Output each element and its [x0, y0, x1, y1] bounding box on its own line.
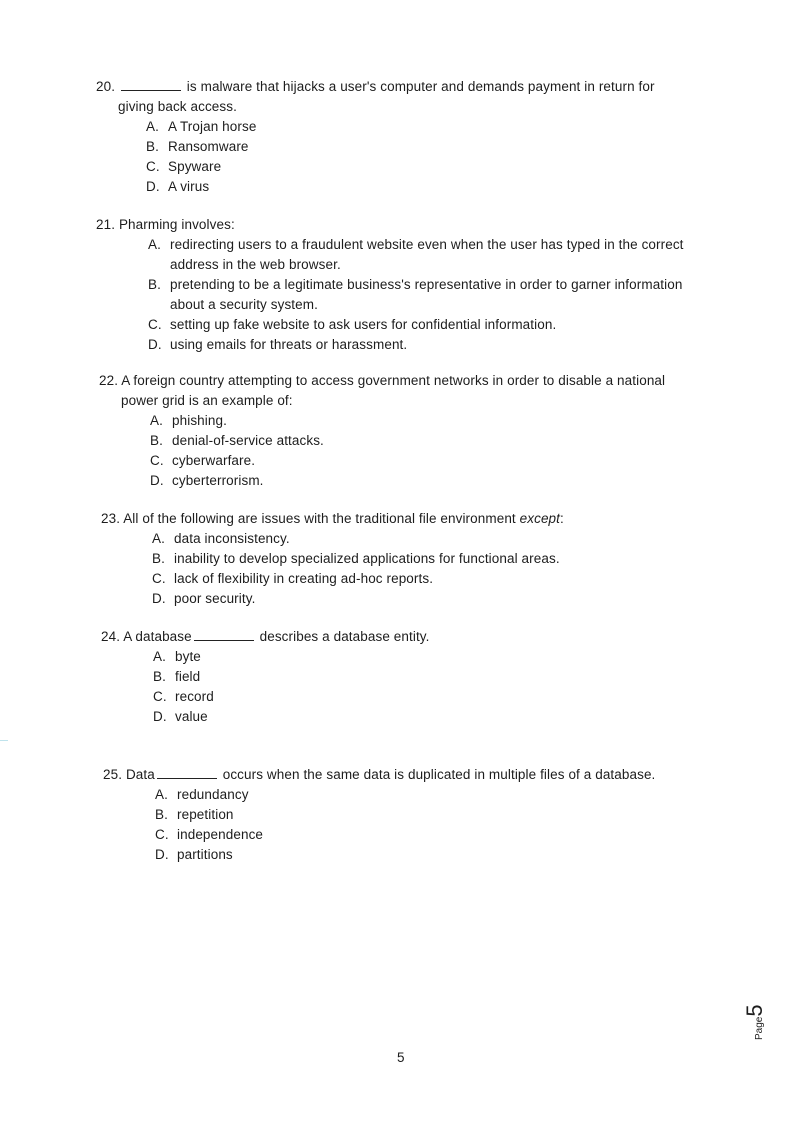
- option: C. independence: [155, 827, 264, 842]
- answer-blank: [157, 765, 217, 779]
- option: C. cyberwarfare.: [150, 453, 256, 468]
- page-number: 5: [397, 1050, 405, 1065]
- question-stem: [103, 765, 655, 785]
- option: D. value: [153, 709, 208, 724]
- option: B. repetition: [155, 807, 234, 822]
- page-stamp: Page5: [742, 1004, 767, 1040]
- option: D. A virus: [146, 179, 210, 194]
- question-number: 25.: [103, 767, 123, 782]
- option: D. poor security.: [152, 591, 256, 606]
- option: A. data inconsistency.: [152, 531, 290, 546]
- question-text-end: describes a database entity.: [259, 629, 430, 644]
- question-25: [103, 765, 655, 865]
- option: A. A Trojan horse: [146, 119, 257, 134]
- option: D. partitions: [155, 847, 233, 862]
- question-text: is malware that hijacks a user's computer and demands payment in return for: [186, 79, 655, 94]
- question-text: Pharming involves:: [118, 217, 235, 232]
- scan-artifact: [0, 740, 8, 741]
- question-23: [101, 509, 564, 609]
- option: B. Ransomware: [146, 139, 249, 154]
- option: B. field: [153, 669, 201, 684]
- question-22: [99, 371, 665, 491]
- option: B. denial-of-service attacks.: [150, 433, 324, 448]
- option: C. record: [153, 689, 214, 704]
- question-text: A foreign country attempting to access government networks in order to disable a national: [121, 373, 666, 388]
- question-number: 20.: [96, 79, 116, 94]
- option: A. redirecting users to a fraudulent website even when the user has typed in the correct address in the web browser.: [148, 237, 684, 272]
- option: C. Spyware: [146, 159, 222, 174]
- option: A. byte: [153, 649, 201, 664]
- question-24: [101, 627, 430, 727]
- question-text-end: occurs when the same data is duplicated in multiple files of a database.: [222, 767, 656, 782]
- question-stem: [101, 509, 564, 529]
- question-stem: [101, 627, 430, 647]
- option: B. inability to develop specialized applications for functional areas.: [152, 551, 560, 566]
- question-20: [96, 77, 655, 197]
- question-text: All of the following are issues with the traditional file environment: [123, 511, 520, 526]
- question-text-cont: power grid is an example of:: [121, 393, 293, 408]
- question-21: [96, 215, 708, 355]
- question-text-cont: giving back access.: [118, 99, 237, 114]
- question-text-end: :: [560, 511, 564, 526]
- option: C. setting up fake website to ask users for confidential information.: [148, 317, 557, 332]
- option: D. using emails for threats or harassment.: [148, 337, 408, 352]
- question-stem: [96, 215, 708, 235]
- question-stem: [96, 77, 655, 117]
- option: A. redundancy: [155, 787, 249, 802]
- option: D. cyberterrorism.: [150, 473, 264, 488]
- option: B. pretending to be a legitimate business's representative in order to garner information about a security system.: [148, 277, 683, 312]
- question-number: 21.: [96, 217, 116, 232]
- question-number: 23.: [101, 511, 121, 526]
- question-text-emphasis: except: [519, 511, 561, 526]
- question-text: A database: [123, 629, 192, 644]
- option: A. phishing.: [150, 413, 227, 428]
- answer-blank: [194, 627, 254, 641]
- option: C. lack of flexibility in creating ad-hoc reports.: [152, 571, 434, 586]
- question-stem: [99, 371, 665, 411]
- question-number: 22.: [99, 373, 119, 388]
- question-number: 24.: [101, 629, 121, 644]
- answer-blank: [121, 77, 181, 91]
- question-text: Data: [125, 767, 155, 782]
